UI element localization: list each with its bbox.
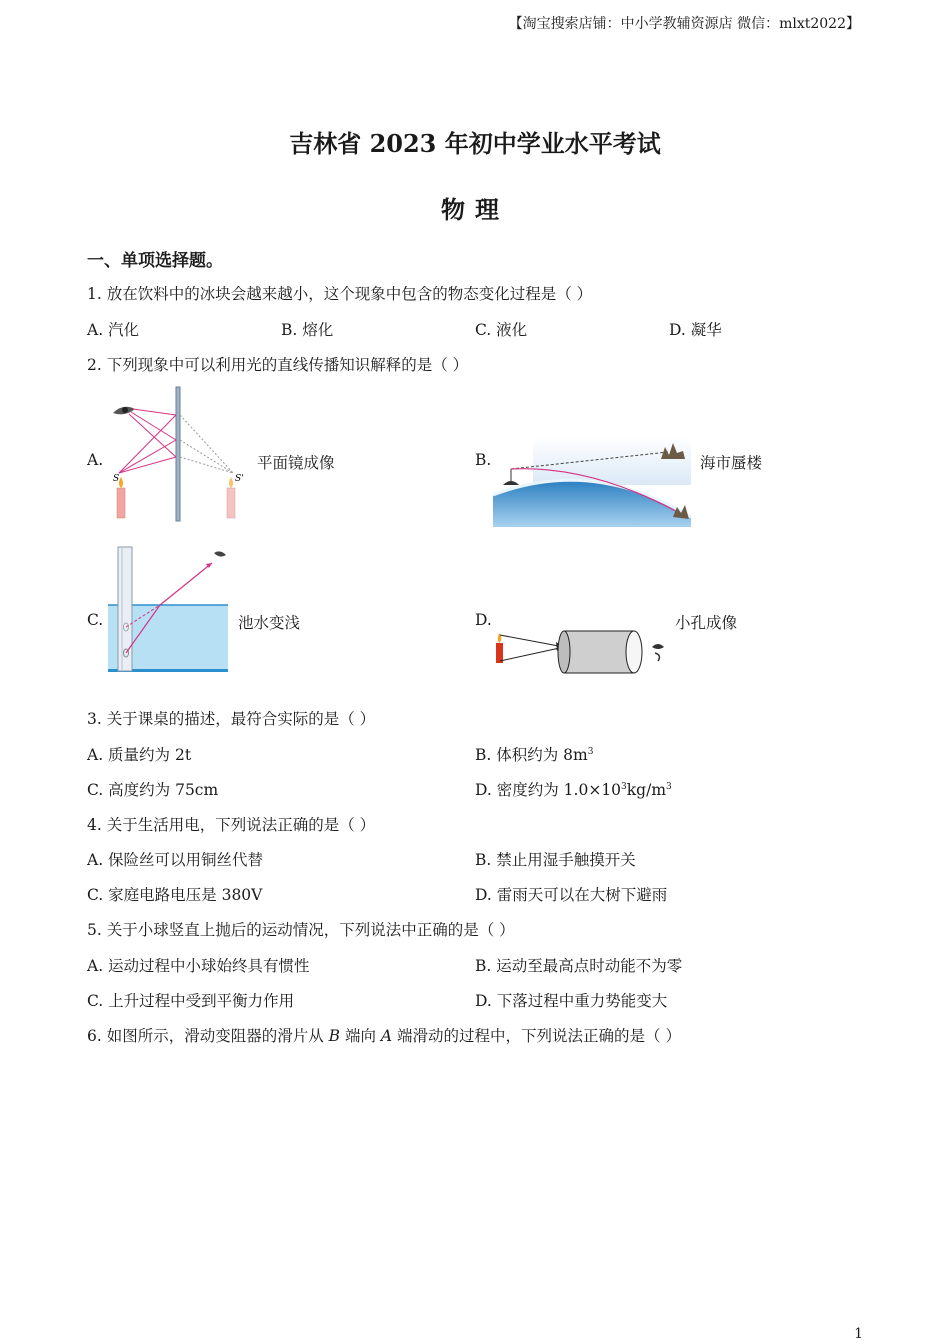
plane-mirror-figure [105, 385, 255, 525]
q4-option-c: C. 家庭电路电压是 380V [87, 886, 263, 904]
q4-option-d: D. 雷雨天可以在大树下避雨 [475, 886, 668, 904]
svg-text:S': S' [235, 474, 244, 484]
q5-option-a: A. 运动过程中小球始终具有惯性 [87, 957, 310, 975]
fig-b-label: B. [475, 451, 492, 469]
exam-title: 吉林省 2023 年初中学业水平考试 [289, 129, 661, 158]
q5-option-c: C. 上升过程中受到平衡力作用 [87, 992, 295, 1010]
fig-a-label: A. [87, 451, 104, 469]
question-4-stem: 4. 关于生活用电，下列说法正确的是（ ） [87, 816, 376, 834]
q5-option-b: B. 运动至最高点时动能不为零 [475, 957, 683, 975]
question-1-stem: 1. 放在饮料中的冰块会越来越小，这个现象中包含的物态变化过程是（ ） [87, 285, 593, 303]
q3-option-d: D. 密度约为 $1.0\times 10^3kg/m^3$ [475, 781, 672, 799]
fig-a-caption: 平面镜成像 [257, 454, 335, 472]
section-heading: 一、单项选择题。 [87, 251, 223, 271]
question-3-stem: 3. 关于课桌的描述，最符合实际的是（ ） [87, 710, 376, 728]
mirage-figure [493, 437, 693, 527]
q3-option-a: A. 质量约为 2t [87, 746, 192, 764]
question-6-stem: 6. 如图所示，滑动变阻器的滑片从 B 端向 A 端滑动的过程中，下列说法正确的是（ ） [87, 1027, 681, 1045]
q4-option-a: A. 保险丝可以用铜丝代替 [87, 851, 264, 869]
eye-icon [214, 551, 226, 556]
q5-option-d: D. 下落过程中重力势能变大 [475, 992, 668, 1010]
q1-option-d: D. 凝华 [669, 321, 722, 339]
svg-text:S: S [113, 474, 120, 484]
q1-option-a: A. 汽化 [87, 321, 140, 339]
q3-option-c: C. 高度约为 75cm [87, 781, 219, 799]
fig-c-label: C. [87, 611, 104, 629]
candle-right [227, 488, 235, 518]
pool-figure [108, 545, 233, 675]
header-note: 【淘宝搜索店铺：中小学教辅资源店 微信：mlxt2022】 [508, 16, 860, 32]
question-2-stem: 2. 下列现象中可以利用光的直线传播知识解释的是（ ） [87, 356, 469, 374]
q1-option-b: B. 熔化 [281, 321, 334, 339]
page-number: 1 [854, 1326, 863, 1342]
candle-icon [496, 643, 503, 663]
fig-d-label: D. [475, 611, 492, 629]
q1-option-c: C. 液化 [475, 321, 528, 339]
fig-c-caption: 池水变浅 [238, 614, 301, 632]
q3-option-b: B. 体积约为 $8m^3$ [475, 746, 594, 764]
candle-left [117, 488, 125, 518]
question-5-stem: 5. 关于小球竖直上抛后的运动情况，下列说法中正确的是（ ） [87, 921, 515, 939]
pinhole-figure [492, 625, 672, 680]
q4-option-b: B. 禁止用湿手触摸开关 [475, 851, 636, 869]
fig-d-caption: 小孔成像 [675, 614, 738, 632]
subject-title: 物理 [441, 195, 509, 224]
fig-b-caption: 海市蜃楼 [700, 454, 763, 472]
eye-icon [652, 644, 664, 649]
